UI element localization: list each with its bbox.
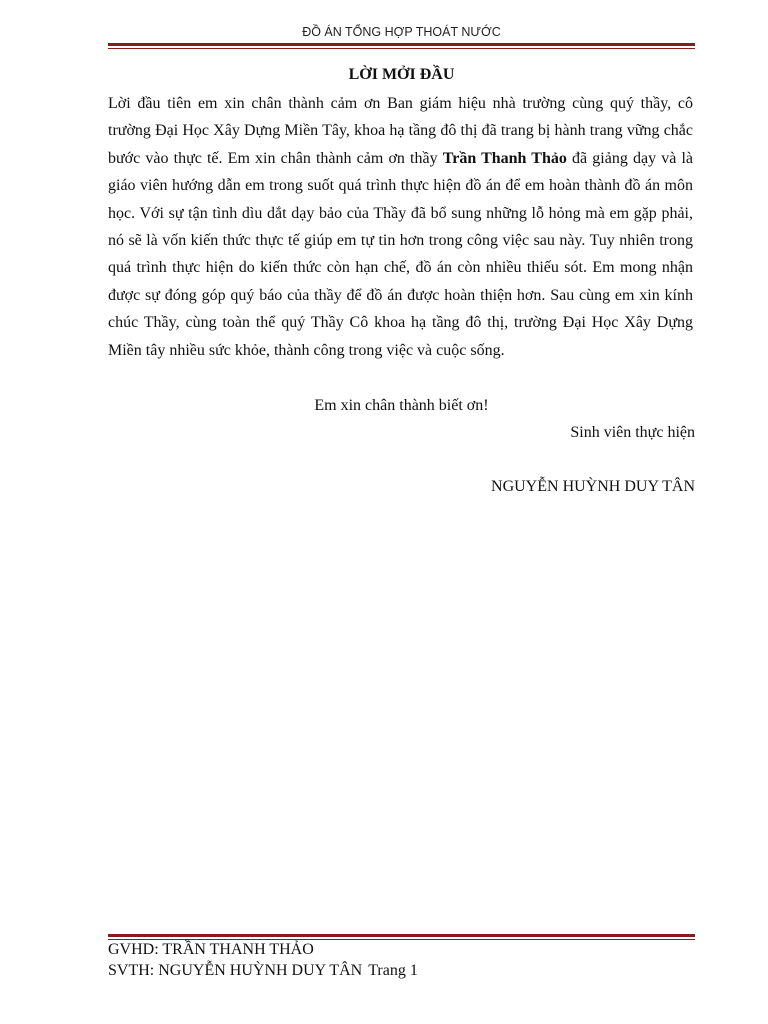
body-text-part1: Lời đầu tiên em xin chân thành cảm ơn Ban giám hiệu nhà trường cùng quý thầy, cô trường Đại Học Xây Dựng Miền Tây, khoa hạ tầng đô thị đã trang bị hành trang vững chắc bước vào thực tế. Em xin chân thành cảm ơn thầy <box>108 95 693 167</box>
teacher-name: Trần Thanh Thảo <box>442 149 567 167</box>
header-rule <box>108 43 695 49</box>
footer-gvhd: GVHD: TRẦN THANH THẢO <box>108 941 314 958</box>
page-number: Trang 1 <box>368 962 418 979</box>
running-header: ĐỒ ÁN TỔNG HỢP THOÁT NƯỚC <box>302 25 501 39</box>
footer-svth: SVTH: NGUYỄN HUỲNH DUY TÂN <box>108 962 363 979</box>
body-text-part2: đã giảng dạy và là giáo viên hướng dẫn em trong suốt quá trình thực hiện đồ án để em hoàn thành đồ án môn học. Với sự tận tình dìu dắt dạy bảo của Thầy đã bổ sung những lỗ hỏng mà em gặp phải, nó sẽ là vốn kiến thức thực tế giúp em tự tin hơn trong công việc sau này. Tuy nhiên trong quá trình thực hiện do kiến thức còn hạn chế, đồ án còn nhiều thiếu sót. Em mong nhận được sự đóng góp quý báo của thầy để đồ án được hoàn thiện hơn. Sau cùng em xin kính chúc Thầy, cùng toàn thể quý Thầy Cô khoa hạ tầng đô thị, trường Đại Học Xây Dựng Miền tây nhiều sức khỏe, thành công trong việc và cuộc sống. <box>108 149 694 359</box>
page-footer <box>108 939 695 981</box>
footer-svth-line <box>108 960 695 981</box>
signature-role: Sinh viên thực hiện <box>570 424 695 441</box>
body-paragraph <box>108 90 693 364</box>
closing-thanks: Em xin chân thành biết ơn! <box>314 397 489 414</box>
signature-name: NGUYỄN HUỲNH DUY TÂN <box>491 478 695 495</box>
page-title: LỜI MỞI ĐẦU <box>348 66 455 83</box>
